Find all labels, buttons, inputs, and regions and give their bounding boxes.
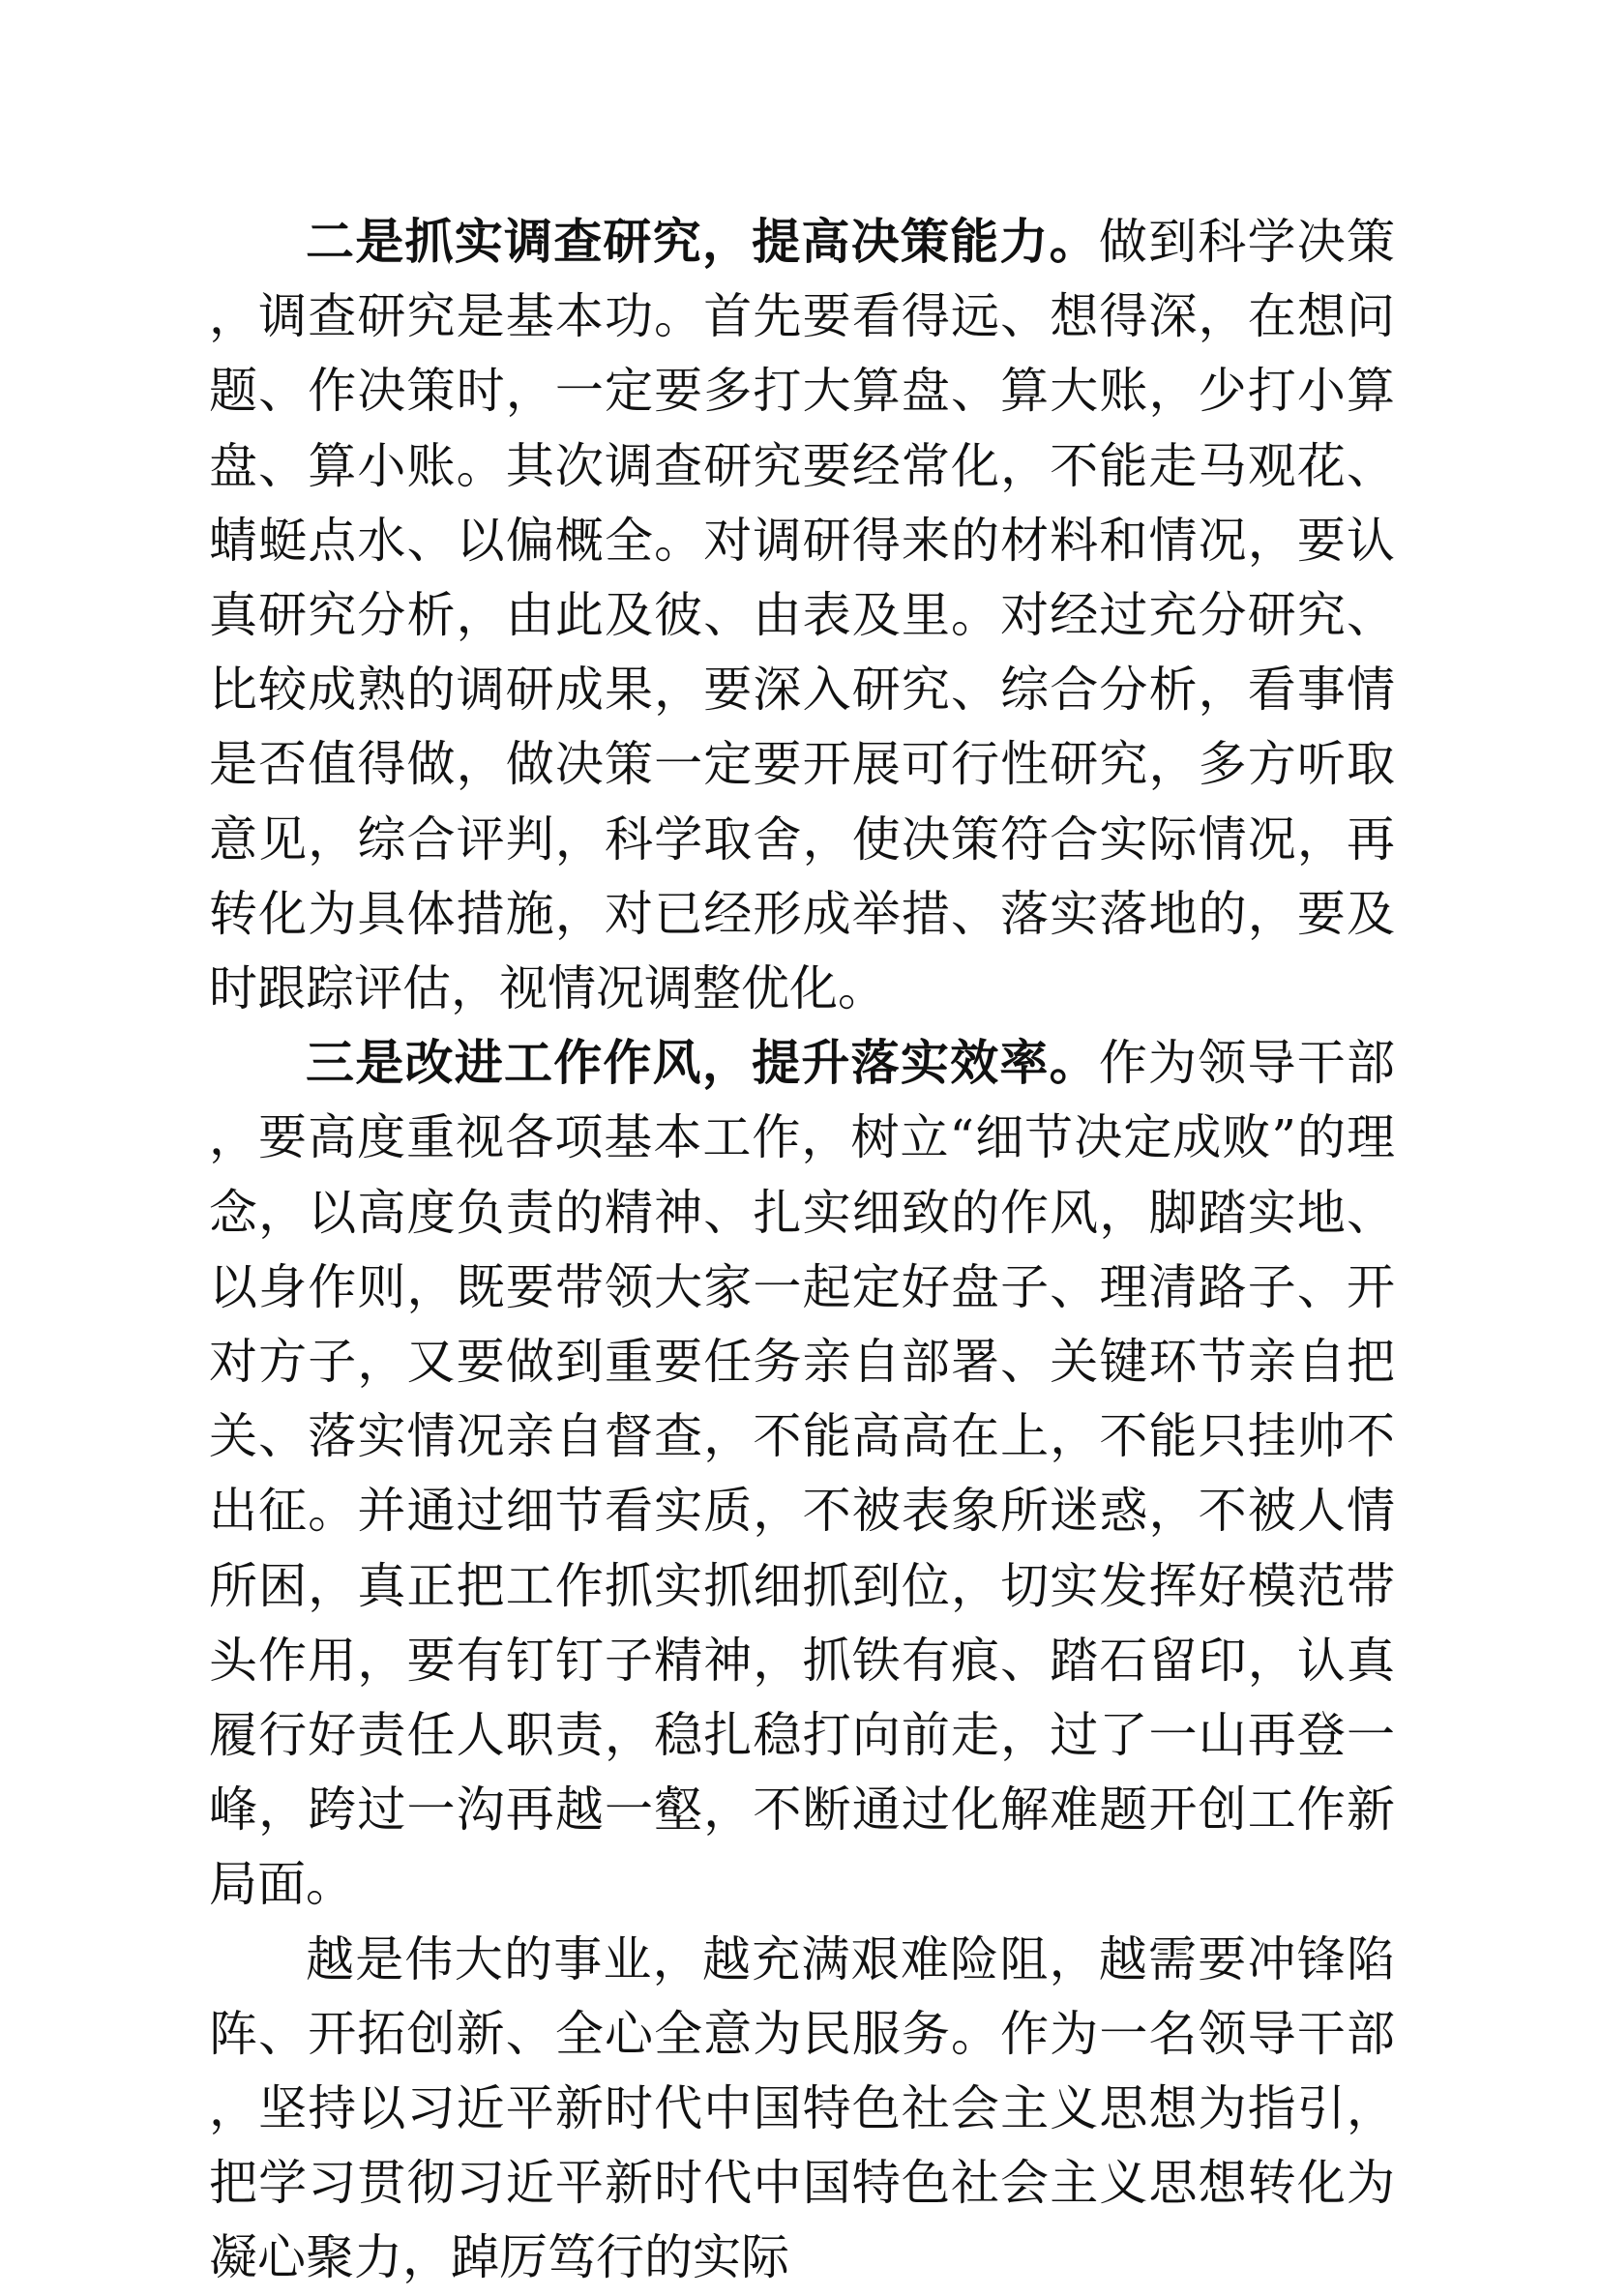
paragraph-heading: 二是抓实调查研究，提高决策能力。: [306, 214, 1099, 270]
paragraph-text: 越是伟大的事业，越充满艰难险阻，越需要冲锋陷阵、开拓创新、全心全意为民服务。作为一名领导干部，坚持以习近平新时代中国特色社会主义思想为指引，把学习贯彻习近平新时代中国特色社会主义思想转化为凝心聚力，踔厉笃行的实际: [209, 1930, 1395, 2286]
paragraph-work-style: [209, 1026, 1395, 1922]
paragraph-text: 做到科学决策，调查研究是基本功。首先要看得远、想得深，在想问题、作决策时，一定要多打大算盘、算大账，少打小算盘、算小账。其次调查研究要经常化，不能走马观花、蜻蜓点水、以偏概全。对调研得来的材料和情况，要认真研究分析，由此及彼、由表及里。对经过充分研究、比较成熟的调研成果，要深入研究、综合分析，看事情是否值得做，做决策一定要开展可行性研究，多方听取意见，综合评判，科学取舍，使决策符合实际情况，再转化为具体措施，对已经形成举措、落实落地的，要及时跟踪评估，视情况调整优化。: [209, 214, 1396, 1017]
document-body: [209, 205, 1395, 2296]
paragraph-heading: 三是改进工作作风，提升落实效率。: [306, 1035, 1099, 1092]
paragraph-conclusion: [209, 1923, 1395, 2296]
paragraph-investigation-research: [209, 205, 1395, 1026]
paragraph-text: 作为领导干部，要高度重视各项基本工作，树立“细节决定成败”的理念，以高度负责的精神、扎实细致的作风，脚踏实地、以身作则，既要带领大家一起定好盘子、理清路子、开对方子，又要做到重要任务亲自部署、关键环节亲自把关、落实情况亲自督查，不能高高在上，不能只挂帅不出征。并通过细节看实质，不被表象所迷惑，不被人情所困，真正把工作抓实抓细抓到位，切实发挥好模范带头作用，要有钉钉子精神，抓铁有痕、踏石留印，认真履行好责任人职责，稳扎稳打向前走，过了一山再登一峰，跨过一沟再越一壑，不断通过化解难题开创工作新局面。: [209, 1035, 1396, 1913]
